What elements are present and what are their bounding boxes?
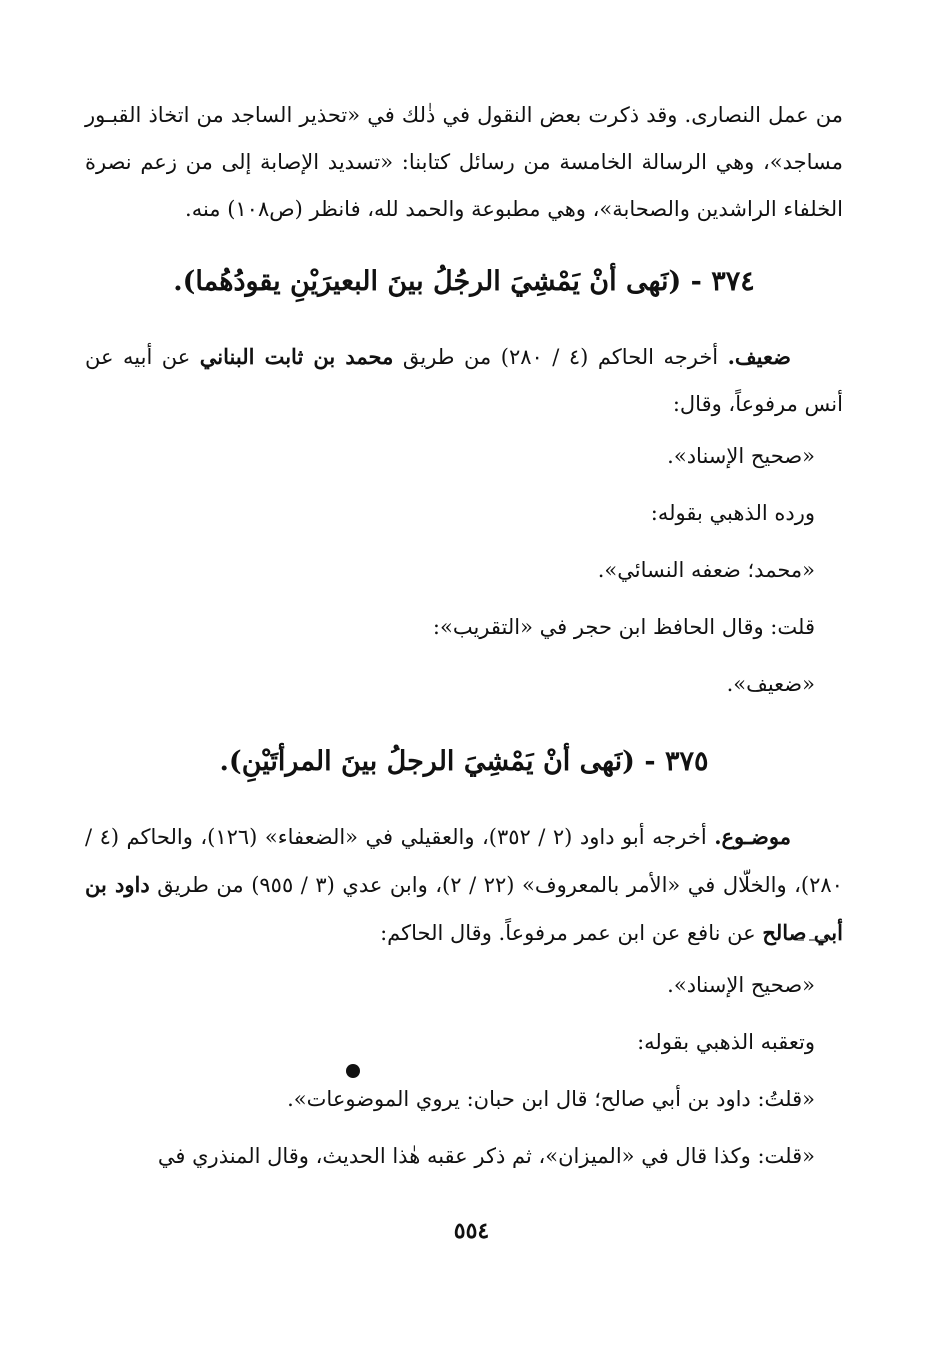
margin-mark (798, 939, 826, 941)
narrator-name: محمد بن ثابت البناني (199, 344, 394, 369)
ink-dot (346, 1064, 360, 1078)
quote-line: قلت: وقال الحافظ ابن حجر في «التقريب»: (432, 615, 815, 639)
quote-line: «صحيح الإسناد». (667, 444, 815, 468)
hadith-374-heading: ٣٧٤ - (نَهى أنْ يَمْشِيَ الرجُلُ بينَ البعيرَيْنِ يقودُهُما). (173, 266, 755, 297)
hadith-375-heading: ٣٧٥ - (نَهى أنْ يَمْشِيَ الرجلُ بينَ المرأتَيْنِ). (219, 746, 709, 777)
quote-line: «قلتُ: داود بن أبي صالح؛ قال ابن حبان: يروي الموضوعات». (287, 1087, 815, 1111)
hadith-374-commentary: ضعيف. أخرجه الحاكم (٤ / ٢٨٠) من طريق محمد بن ثابت البناني عن أبيه عن أنس مرفوعاً، وقال: (85, 344, 843, 416)
narrator-name: داود بن أبي صالح (85, 872, 843, 945)
quote-line: ورده الذهبي بقوله: (650, 501, 815, 525)
quote-line: وتعقبه الذهبي بقوله: (637, 1030, 815, 1054)
quote-line: «محمد؛ ضعفه النسائي». (597, 558, 815, 582)
page-body (85, 92, 843, 1185)
hadith-375-commentary: موضـوع. أخرجه أبو داود (٢ / ٣٥٢)، والعقيلي في «الضعفاء» (١٢٦)، والحاكم (٤ / ٢٨٠)، والخلّال في «الأمر بالمعروف» (٢٢ / ٢)، وابن عدي (٣ / ٩٥٥) من طريق داود بن أبي صالح عن نافع عن ابن عمر مرفوعاً. وقال الحاكم: (85, 824, 843, 945)
page-number: ٥٥٤ (453, 1218, 490, 1244)
grade-label: موضـوع. (714, 824, 791, 849)
quote-line: «ضعيف». (726, 672, 815, 696)
quote-line: «قلت: وكذا قال في «الميزان»، ثم ذكر عقبه هٰذا الحديث، وقال المنذري في (157, 1144, 815, 1168)
quote-line: «صحيح الإسناد». (667, 973, 815, 997)
intro-paragraph: من عمل النصارى. وقد ذكرت بعض النقول في ذٰلك في «تحذير الساجد من اتخاذ القبـور مساجد»، وهي الرسالة الخامسة من رسائل كتابنا: «تسديد الإصابة إلى من زعم نصرة الخلفاء الراشدين والصحابة»، وهي مطبوعة والحمد لله، فانظر (ص١٠٨) منه. (85, 103, 843, 221)
grade-label: ضعيف. (727, 344, 791, 369)
